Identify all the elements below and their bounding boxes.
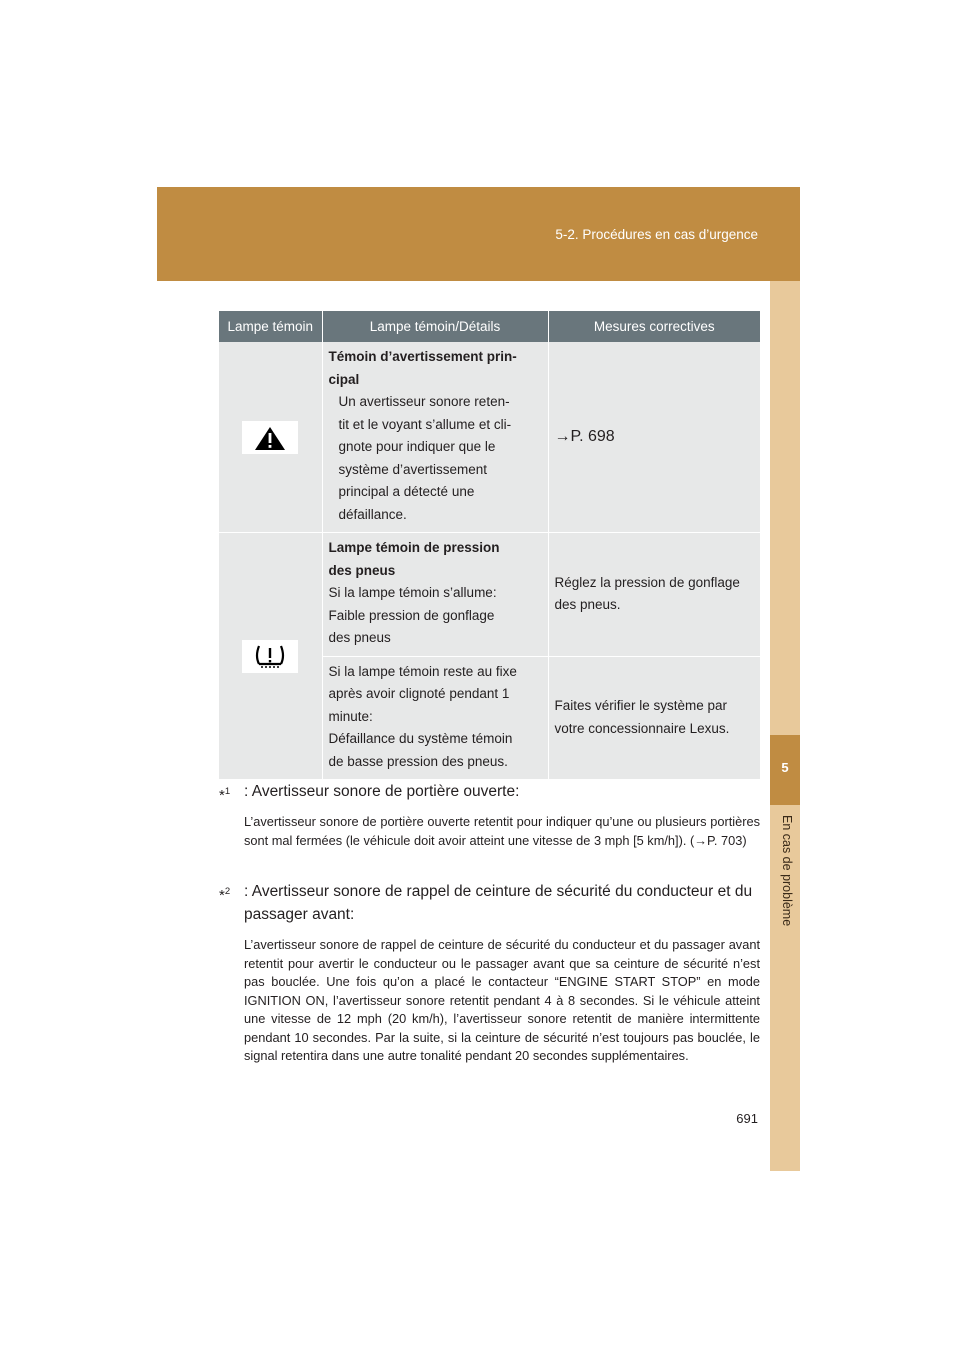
details-cell — [322, 533, 548, 657]
footnote-title: : Avertisseur sonore de rappel de ceinture de sécurité du conducteur et du passager avant: — [244, 883, 753, 923]
header-measures: Mesures correctives — [548, 311, 760, 342]
tire-pressure-warning-icon — [242, 640, 298, 673]
table-header-row — [219, 311, 760, 342]
detail-line: minute: — [328, 708, 373, 724]
detail-line: Faible pression de gonflage — [328, 607, 495, 623]
measure-cell — [548, 342, 760, 533]
lamp-title-line: Lampe témoin de pression — [328, 540, 500, 555]
table-row — [219, 342, 760, 533]
measure-line: Faites vérifier le système par — [554, 698, 728, 714]
footnote-body: L’avertisseur sonore de rappel de ceinture de sécurité du conducteur et du passager avant retentit pour avertir le conducteur ou le passager avant que sa ceinture de sécurité n’est pas bouclée. Une fois qu’on a placé le contacteur “ENGINE START STOP” en mode IGNITION ON, l’avertisseur sonore retentit pendant 4 à 8 secondes. Si le véhicule atteint une vitesse de 12 mph (20 km/h), l’avertisseur sonore retentit de manière intermittente pendant 10 secondes. Par la suite, si la ceinture de sécurité n’est toujours pas bouclée, le signal retentira dans une autre tonalité pendant 20 secondes supplémentaires. — [244, 937, 760, 1063]
footnote-1 — [219, 780, 760, 850]
measure-line: Réglez la pression de gonflage — [554, 574, 740, 590]
measure-line: votre concessionnaire Lexus. — [554, 720, 730, 736]
table-row — [219, 533, 760, 657]
lamp-cell — [219, 342, 322, 533]
detail-line: gnote pour indiquer que le — [338, 439, 496, 454]
detail-line: des pneus — [328, 630, 391, 645]
footnote-mark: *$^1$ — [219, 786, 231, 804]
footnote-heading — [219, 780, 760, 803]
footnote-mark: *$^2$ — [219, 886, 231, 904]
footnote-body: L’avertisseur sonore de portière ouverte retentit pour indiquer qu’une ou plusieurs portières sont mal fermées (le véhicule doit avoir atteint une vitesse de 3 mph [5 km/h]). (→P. 703) — [244, 814, 760, 848]
detail-line: Défaillance du système témoin — [328, 731, 513, 746]
chapter-number: 5 — [781, 760, 789, 775]
detail-line: défaillance. — [338, 506, 407, 522]
detail-line: système d’avertissement — [338, 461, 488, 477]
lamp-title-line: cipal — [328, 371, 360, 387]
detail-line: principal a détecté une — [338, 484, 475, 499]
page-reference-link[interactable]: →P. 698 — [554, 427, 615, 445]
detail-line: Un avertisseur sonore reten- — [338, 394, 510, 409]
measure-cell — [548, 533, 760, 657]
page-number: 691 — [736, 1111, 758, 1126]
footnote-title: : Avertisseur sonore de portière ouverte: — [244, 783, 520, 800]
chapter-label: En cas de problème — [780, 815, 794, 927]
header-details: Lampe témoin/Détails — [322, 311, 548, 342]
footnote-2 — [219, 880, 760, 1066]
section-title: 5-2. Procédures en cas d’urgence — [555, 227, 758, 242]
lamp-cell — [219, 533, 322, 780]
details-cell — [322, 656, 548, 780]
side-index-strip — [770, 281, 800, 1171]
master-warning-triangle-icon — [242, 421, 298, 454]
warning-lamp-table — [219, 311, 760, 780]
detail-line: de basse pression des pneus. — [328, 753, 508, 769]
footnote-heading — [219, 880, 760, 926]
lamp-title-line: Témoin d’avertissement prin- — [328, 349, 517, 364]
lamp-title-line: des pneus — [328, 562, 396, 578]
detail-line: tit et le voyant s’allume et cli- — [338, 416, 512, 432]
details-cell — [322, 342, 548, 533]
measure-line: des pneus. — [554, 597, 621, 613]
detail-line: après avoir clignoté pendant 1 — [328, 686, 510, 701]
header-band — [157, 187, 800, 281]
detail-line: Si la lampe témoin reste au fixe — [328, 663, 517, 679]
header-lamp: Lampe témoin — [219, 311, 322, 342]
detail-line: Si la lampe témoin s’allume: — [328, 585, 497, 600]
measure-cell — [548, 656, 760, 780]
